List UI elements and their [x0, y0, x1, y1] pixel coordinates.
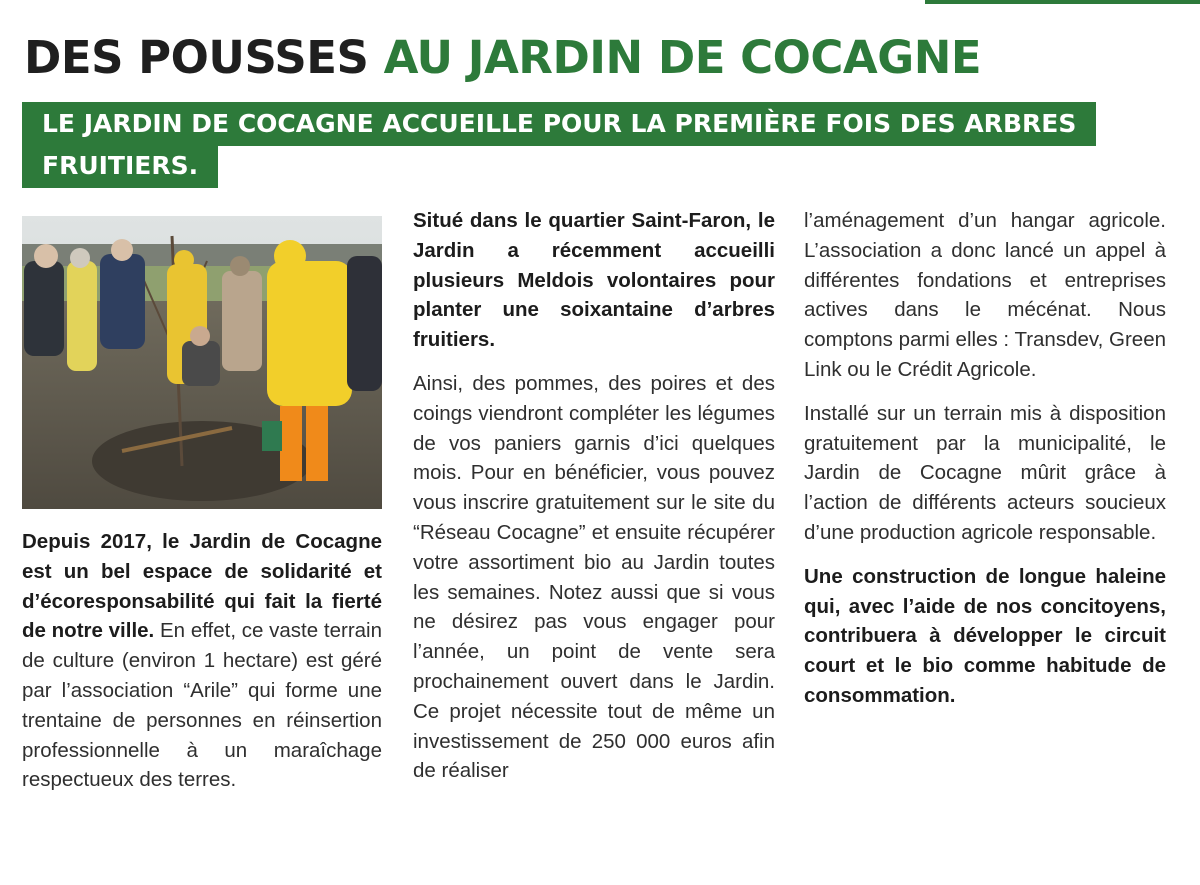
tree-planting-photo	[22, 216, 382, 509]
headline-part-1: DES POUSSES	[24, 31, 369, 84]
headline-part-2: AU JARDIN DE COCAGNE	[383, 31, 982, 84]
column-1-lead: Depuis 2017, le Jardin de Cocagne est un bel espace de solidarité et d’écoresponsabilité qui fait la fierté de notre ville.	[22, 530, 382, 643]
column-3-conclusion: Une construction de longue haleine qui, avec l’aide de nos concitoyens, contribuera à développer le circuit court et le bio comme habitude de consommation.	[804, 564, 1166, 707]
column-3-paragraph-2: Installé sur un terrain mis à disposition gratuitement par la municipalité, le Jardin de Cocagne mûrit grâce à l’action de différents acteurs soucieux d’une production agricole responsable.	[804, 401, 1166, 544]
subtitle-banner-line-2: FRUITIERS.	[22, 144, 218, 188]
column-3	[804, 206, 1166, 711]
column-1-body: En effet, ce vaste terrain de culture (environ 1 hectare) est géré par l’association “Arile” qui forme une trentaine de personnes en réinsertion professionnelle à un maraîchage respectueux des terres.	[22, 619, 383, 792]
top-decorative-rule	[925, 0, 1200, 4]
column-1	[22, 527, 382, 795]
column-2	[413, 206, 775, 786]
subtitle-banner-line-1: LE JARDIN DE COCAGNE ACCUEILLE POUR LA PREMIÈRE FOIS DES ARBRES	[22, 102, 1096, 146]
column-2-lead: Situé dans le quartier Saint-Faron, le Jardin a récemment accueilli plusieurs Meldois volontaires pour planter une soixantaine d’arbres fruitiers.	[413, 209, 775, 352]
column-3-paragraph-1: l’aménagement d’un hangar agricole. L’association a donc lancé un appel à différentes fondations et entreprises actives dans le mécénat. Nous comptons parmi elles : Transdev, Green Link ou le Crédit Agricole.	[804, 209, 1166, 381]
column-2-body: Ainsi, des pommes, des poires et des coings viendront compléter les légumes de vos paniers garnis d’ici quelques mois. Pour en bénéficier, vous pouvez vous inscrire gratuitement sur le site du “Réseau Cocagne” et ensuite récupérer votre assortiment bio au Jardin toutes les semaines. Notez aussi que si vous ne désirez pas vous engager pour l’année, un point de vente sera prochainement ouvert dans le Jardin. Ce projet nécessite tout de même un investissement de 250 000 euros afin de réaliser	[413, 371, 775, 783]
page-headline	[24, 30, 981, 86]
